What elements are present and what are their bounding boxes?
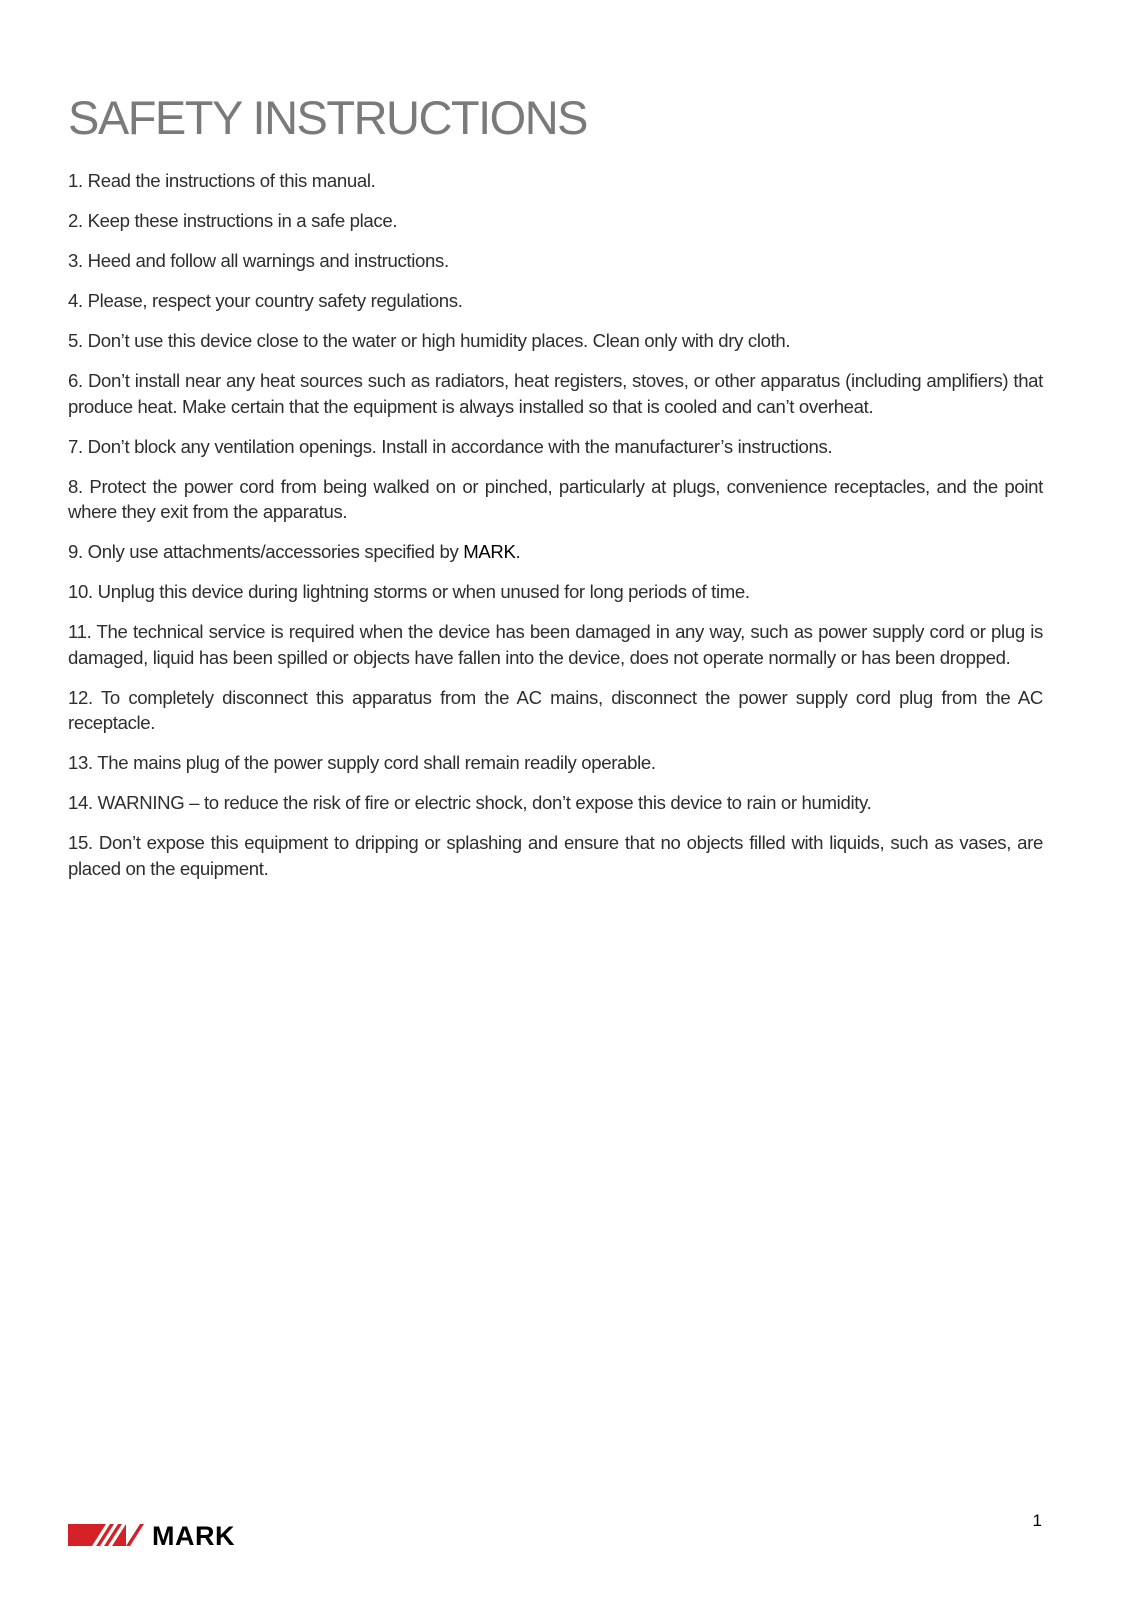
item-text: 9. Only use attachments/accessories specified by	[68, 541, 464, 562]
list-item: 10. Unplug this device during lightning storms or when unused for long periods of time.	[68, 581, 750, 602]
list-item: 8. Protect the power cord from being walked on or pinched, particularly at plugs, convenience receptacles, and the point where they exit from the apparatus.	[68, 475, 1043, 522]
list-item	[68, 539, 1043, 565]
item-text: .	[515, 541, 521, 562]
list-item: 5. Don’t use this device close to the water or high humidity places. Clean only with dry cloth.	[68, 330, 791, 351]
list-item: 15. Don’t expose this equipment to dripping or splashing and ensure that no objects filled with liquids, such as vases, are placed on the equipment.	[68, 832, 1043, 879]
list-item: 1. Read the instructions of this manual.	[68, 170, 376, 191]
list-item: 7. Don’t block any ventilation openings. Install in accordance with the manufacturer’s instructions.	[68, 435, 833, 457]
list-item: 3. Heed and follow all warnings and instructions.	[68, 250, 449, 271]
list-item: 14. WARNING – to reduce the risk of fire or electric shock, don’t expose this device to rain or humidity.	[68, 792, 872, 813]
logo-text: MARK	[152, 1521, 235, 1549]
list-item: 13. The mains plug of the power supply cord shall remain readily operable.	[68, 752, 656, 773]
list-item: 11. The technical service is required when the device has been damaged in any way, such as power supply cord or plug is damaged, liquid has been spilled or objects have fallen into the device, does not operate normally or has been dropped.	[68, 621, 1043, 668]
safety-instructions-list	[68, 168, 1043, 896]
page-number: 1	[1032, 1511, 1042, 1530]
brand-name: MARK	[463, 541, 516, 562]
list-item: 2. Keep these instructions in a safe place.	[68, 210, 398, 231]
list-item: 4. Please, respect your country safety regulations.	[68, 290, 463, 311]
list-item: 6. Don’t install near any heat sources such as radiators, heat registers, stoves, or other apparatus (including amplifiers) that produce heat. Make certain that the equipment is always installed so that is cooled and can’t overheat.	[68, 370, 1043, 417]
mark-logo	[68, 1521, 278, 1549]
page-title: SAFETY INSTRUCTIONS	[68, 91, 588, 144]
list-item: 12. To completely disconnect this apparatus from the AC mains, disconnect the power supply cord plug from the AC receptacle.	[68, 686, 1043, 733]
